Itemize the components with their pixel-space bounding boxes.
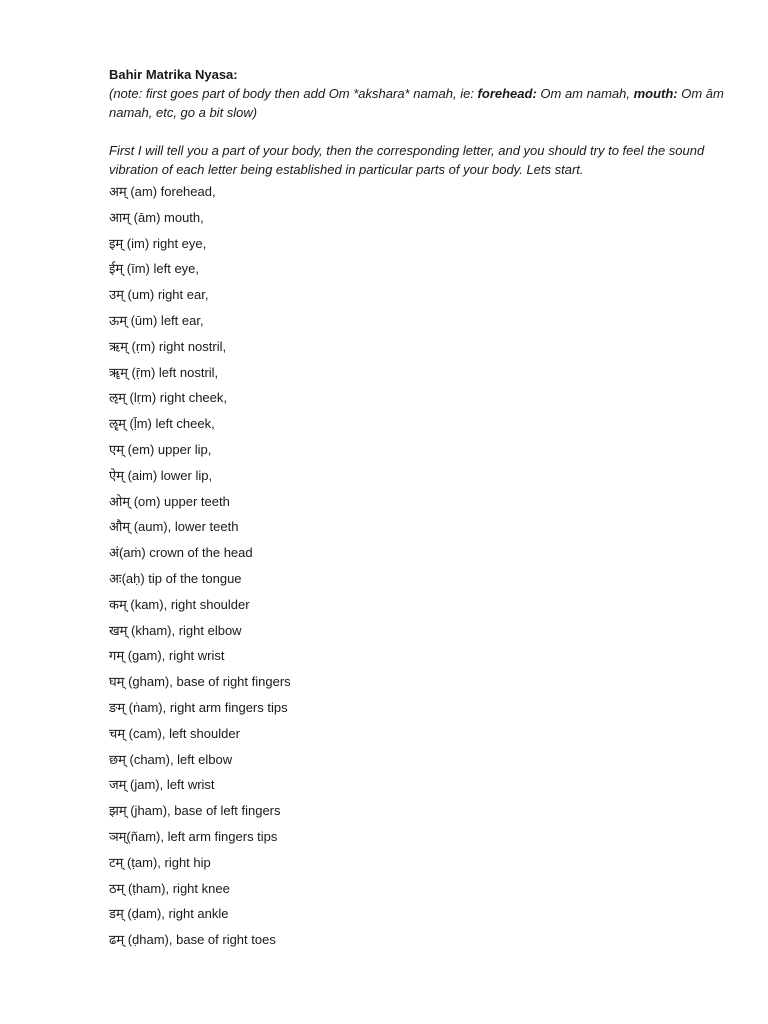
list-item <box>109 256 729 282</box>
note-text-3: Om ām namah, etc, go a bit slow) <box>109 86 724 120</box>
devanagari-syllable: आम् <box>109 210 131 226</box>
note-bold-mouth: mouth: <box>633 86 678 101</box>
devanagari-syllable: इम् <box>109 236 124 252</box>
note-paragraph <box>109 84 729 122</box>
item-text: (aum), lower teeth <box>130 519 239 535</box>
item-text: (ṭham), right knee <box>124 880 230 896</box>
list-item <box>109 927 729 953</box>
devanagari-syllable: छम् <box>109 752 126 768</box>
list-item <box>109 179 729 205</box>
item-text: (cham), left elbow <box>125 751 233 767</box>
list-item <box>109 876 729 902</box>
devanagari-syllable: ईम् <box>109 262 124 278</box>
devanagari-syllable: चम् <box>109 726 126 742</box>
note-text-2: Om am namah, <box>536 86 634 101</box>
item-text: (ṛm) right nostril, <box>127 338 227 354</box>
list-item <box>109 205 729 231</box>
devanagari-syllable: एम् <box>109 442 124 458</box>
list-item <box>109 850 729 876</box>
devanagari-syllable: अः <box>109 571 122 587</box>
list-item <box>109 385 729 411</box>
devanagari-syllable: ऌम् <box>109 391 126 407</box>
nyasa-list <box>109 179 729 953</box>
devanagari-syllable: ऐम् <box>109 468 124 484</box>
item-text: (īm) left eye, <box>123 261 200 277</box>
item-text: (ñam), left arm fingers tips <box>126 828 278 844</box>
item-text: (gam), right wrist <box>124 648 225 664</box>
list-item <box>109 592 729 618</box>
document-page <box>109 66 729 953</box>
item-text: (jam), left wrist <box>126 777 215 793</box>
item-text: (ām) mouth, <box>130 209 204 225</box>
devanagari-syllable: ञम् <box>109 829 127 845</box>
note-text-1: (note: first goes part of body then add Om *akshara* namah, ie: <box>109 86 478 101</box>
item-text: (aim) lower lip, <box>123 467 213 483</box>
list-item <box>109 231 729 257</box>
item-text: (ṅam), right arm fingers tips <box>125 699 288 715</box>
devanagari-syllable: टम् <box>109 855 124 871</box>
list-item <box>109 901 729 927</box>
document-title: Bahir Matrika Nyasa: <box>109 67 238 82</box>
item-text: (em) upper lip, <box>123 441 212 457</box>
item-text: (jham), base of left fingers <box>126 803 281 819</box>
list-item <box>109 721 729 747</box>
list-item <box>109 282 729 308</box>
devanagari-syllable: खम् <box>109 623 128 639</box>
item-text: (kham), right elbow <box>127 622 242 638</box>
devanagari-syllable: अम् <box>109 185 127 200</box>
item-text: (ḍam), right ankle <box>123 906 229 922</box>
devanagari-syllable: घम् <box>109 675 125 691</box>
item-text: (gham), base of right fingers <box>124 674 291 690</box>
devanagari-syllable: ठम् <box>109 881 125 897</box>
devanagari-syllable: ढम् <box>109 933 125 949</box>
list-item <box>109 489 729 515</box>
devanagari-syllable: ङम् <box>109 700 126 716</box>
list-item <box>109 360 729 386</box>
devanagari-syllable: झम् <box>109 804 127 820</box>
item-text: (ṝm) left nostril, <box>127 364 219 380</box>
list-item <box>109 308 729 334</box>
list-item <box>109 411 729 437</box>
item-text: (cam), left shoulder <box>125 725 240 741</box>
list-item <box>109 747 729 773</box>
list-item <box>109 566 729 592</box>
devanagari-syllable: गम् <box>109 649 125 665</box>
item-text: (um) right ear, <box>123 287 209 303</box>
item-text: (im) right eye, <box>123 235 207 251</box>
devanagari-syllable: डम् <box>109 907 124 923</box>
list-item <box>109 618 729 644</box>
item-text: (kam), right shoulder <box>126 596 250 612</box>
item-text: (ūm) left ear, <box>126 312 204 328</box>
item-text: (ḍham), base of right toes <box>124 932 276 948</box>
list-item <box>109 798 729 824</box>
item-text: (lṛm) right cheek, <box>125 390 228 406</box>
devanagari-syllable: कम् <box>109 597 127 613</box>
devanagari-syllable: ऋम् <box>109 339 128 355</box>
list-item <box>109 695 729 721</box>
item-text: (aḥ) tip of the tongue <box>121 570 242 586</box>
devanagari-syllable: ऊम् <box>109 313 127 329</box>
devanagari-syllable: ॡम् <box>109 417 126 433</box>
list-item <box>109 514 729 540</box>
list-item <box>109 643 729 669</box>
item-text: (ḹm) left cheek, <box>125 416 215 432</box>
item-text: (om) upper teeth <box>130 493 230 509</box>
devanagari-syllable: ओम् <box>109 494 131 510</box>
list-item <box>109 437 729 463</box>
devanagari-syllable: ॠम् <box>109 365 128 381</box>
list-item <box>109 334 729 360</box>
list-item <box>109 772 729 798</box>
list-item <box>109 540 729 566</box>
devanagari-syllable: जम् <box>109 778 127 794</box>
list-item <box>109 669 729 695</box>
note-bold-forehead: forehead: <box>477 86 537 101</box>
list-item <box>109 824 729 850</box>
item-text: (ṭam), right hip <box>123 854 211 870</box>
item-text: (aṁ) crown of the head <box>118 545 253 561</box>
devanagari-syllable: अं <box>109 546 119 562</box>
intro-paragraph: First I will tell you a part of your body, then the corresponding letter, and you should try to feel the sound vibration of each letter being established in particular parts of your body. Lets start. <box>109 143 705 177</box>
list-item <box>109 463 729 489</box>
item-text: (am) forehead, <box>126 184 216 199</box>
devanagari-syllable: उम् <box>109 288 124 304</box>
devanagari-syllable: औम् <box>109 520 131 536</box>
